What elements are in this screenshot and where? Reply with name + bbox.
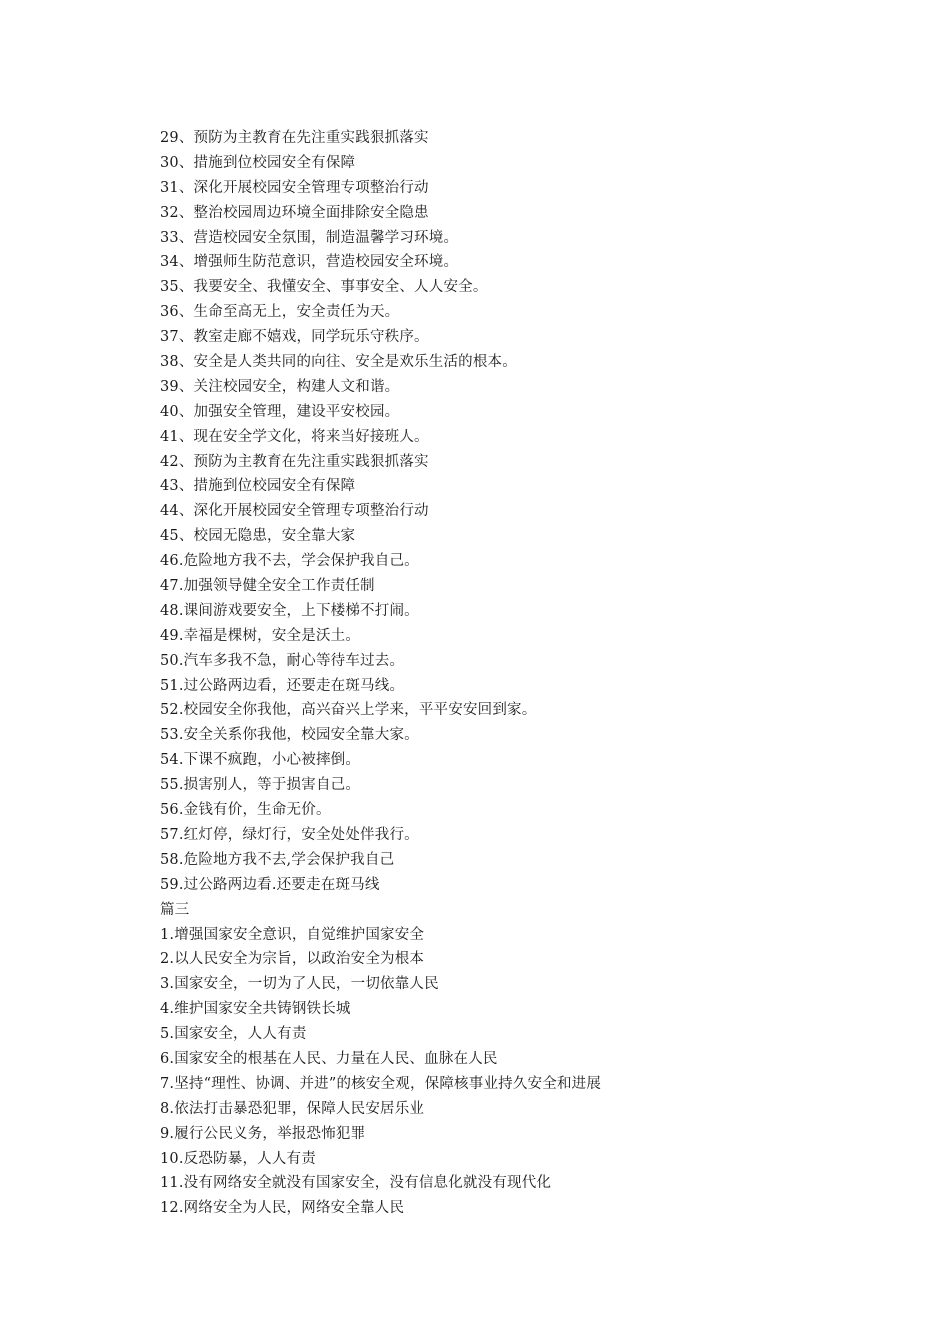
- text-line: 1.增强国家安全意识，自觉维护国家安全: [160, 926, 425, 943]
- text-line: 49.幸福是棵树，安全是沃土。: [160, 627, 361, 644]
- text-line: 3.国家安全，一切为了人民，一切依靠人民: [160, 976, 439, 993]
- text-line: 7.坚持“理性、协调、并进”的核安全观，保障核事业持久安全和进展: [160, 1075, 602, 1092]
- text-line: 篇三: [160, 901, 190, 918]
- text-line: 58.危险地方我不去,学会保护我自己: [160, 851, 395, 868]
- text-line: 4.维护国家安全共铸钢铁长城: [160, 1001, 351, 1018]
- text-line: 35、我要安全、我懂安全、事事安全、人人安全。: [160, 279, 488, 296]
- text-line: 6.国家安全的根基在人民、力量在人民、血脉在人民: [160, 1050, 498, 1067]
- text-line: 43、措施到位校园安全有保障: [160, 478, 356, 495]
- text-line: 55.损害别人，等于损害自己。: [160, 777, 361, 794]
- text-line: 29、预防为主教育在先注重实践狠抓落实: [160, 130, 429, 146]
- text-line: 10.反恐防暴，人人有责: [160, 1150, 316, 1167]
- text-line: 31、深化开展校园安全管理专项整治行动: [160, 179, 429, 196]
- text-line: 9.履行公民义务，举报恐怖犯罪: [160, 1125, 366, 1142]
- text-line: 11.没有网络安全就没有国家安全，没有信息化就没有现代化: [160, 1175, 552, 1192]
- text-line: 56.金钱有价，生命无价。: [160, 802, 331, 819]
- text-line: 44、深化开展校园安全管理专项整治行动: [160, 503, 429, 520]
- text-line: 39、关注校园安全，构建人文和谐。: [160, 378, 400, 395]
- text-line: 52.校园安全你我他，高兴奋兴上学来，平平安安回到家。: [160, 702, 537, 719]
- text-line: 33、营造校园安全氛围，制造温馨学习环境。: [160, 229, 459, 246]
- text-line: 57.红灯停，绿灯行，安全处处伴我行。: [160, 826, 419, 843]
- text-line: 59.过公路两边看.还要走在斑马线: [160, 876, 380, 893]
- text-line: 54.下课不疯跑，小心被摔倒。: [160, 752, 361, 769]
- text-line: 46.危险地方我不去，学会保护我自己。: [160, 553, 419, 570]
- text-line: 32、整治校园周边环境全面排除安全隐患: [160, 204, 429, 221]
- text-line: 12.网络安全为人民，网络安全靠人民: [160, 1200, 405, 1217]
- text-line: 51.过公路两边看，还要走在斑马线。: [160, 677, 405, 694]
- text-line: 47.加强领导健全安全工作责任制: [160, 578, 375, 595]
- text-line: 42、预防为主教育在先注重实践狠抓落实: [160, 453, 429, 470]
- text-line: 34、增强师生防范意识，营造校园安全环境。: [160, 254, 459, 271]
- text-line: 41、现在安全学文化，将来当好接班人。: [160, 428, 429, 445]
- text-line: 2.以人民安全为宗旨，以政治安全为根本: [160, 951, 425, 968]
- text-line: 40、加强安全管理，建设平安校园。: [160, 403, 400, 420]
- text-line: 30、措施到位校园安全有保障: [160, 154, 356, 171]
- text-line: 53.安全关系你我他，校园安全靠大家。: [160, 727, 419, 744]
- text-line: 37、教室走廊不嬉戏，同学玩乐守秩序。: [160, 329, 429, 346]
- text-line: 48.课间游戏要安全，上下楼梯不打闹。: [160, 602, 419, 619]
- text-line: 50.汽车多我不急，耐心等待车过去。: [160, 652, 405, 669]
- text-line: 45、校园无隐患，安全靠大家: [160, 528, 356, 545]
- document-text-body: [160, 126, 880, 1221]
- text-line: 38、安全是人类共同的向往、安全是欢乐生活的根本。: [160, 354, 517, 371]
- text-line: 8.依法打击暴恐犯罪，保障人民安居乐业: [160, 1100, 425, 1117]
- text-line: 36、生命至高无上，安全责任为天。: [160, 304, 400, 321]
- text-line: 5.国家安全，人人有责: [160, 1026, 307, 1043]
